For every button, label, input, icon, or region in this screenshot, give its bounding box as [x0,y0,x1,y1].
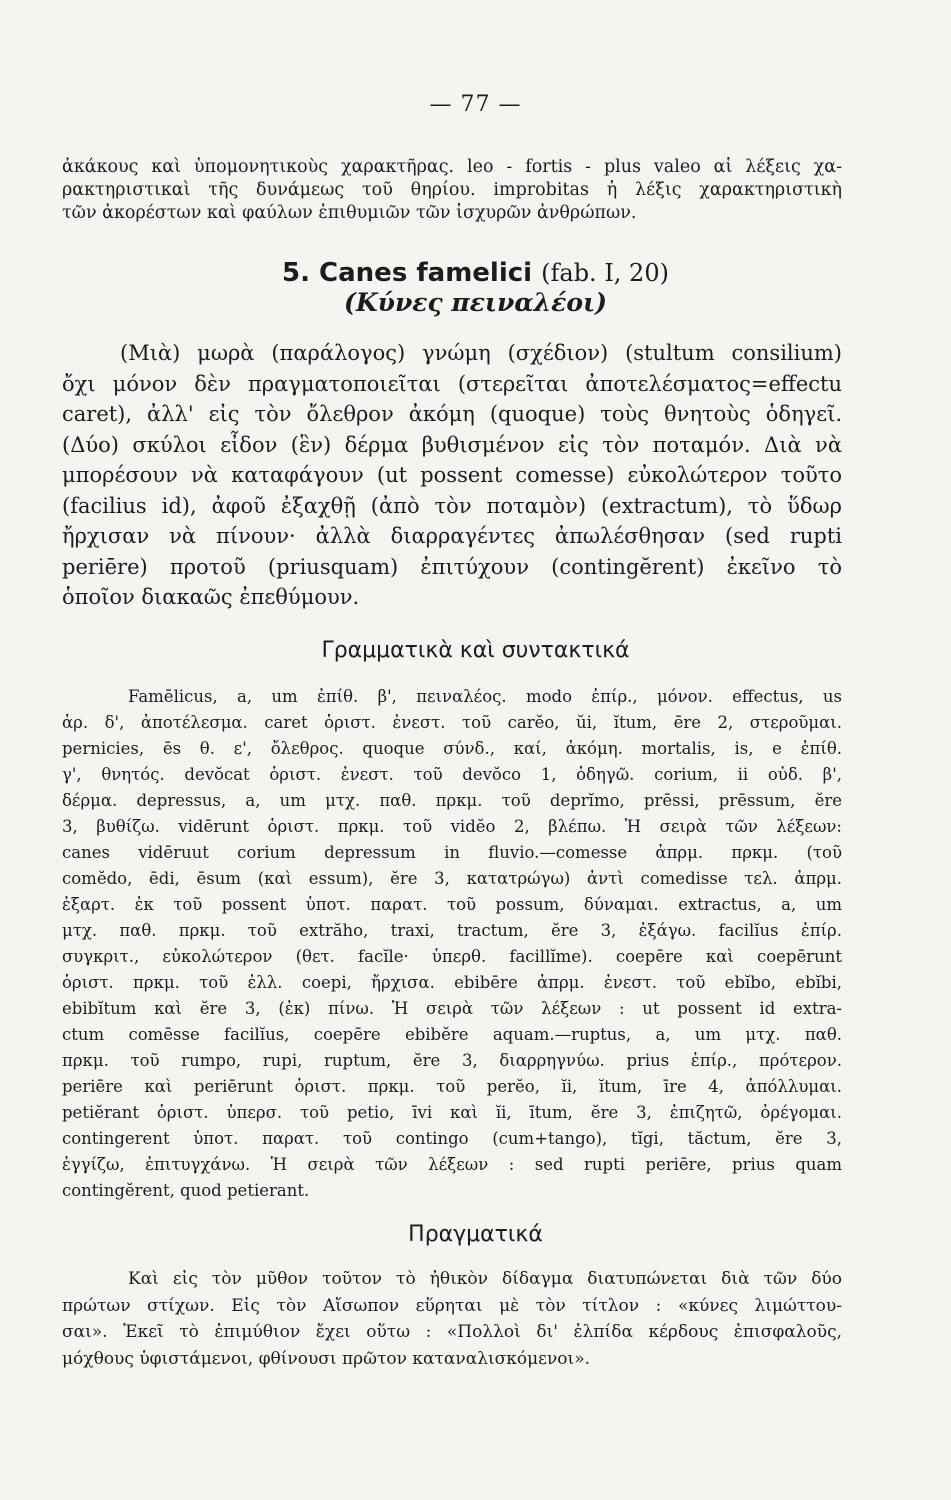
fable-line: periēre) προτοῦ (priusquam) ἐπιτύχουν (contingĕrent) ἐκεῖνο τὸ [62,554,842,579]
practical-line: πρώτων στίχων. Εἰς τὸν Αἴσωπον εὕρηται μὲ τὸν τίτλον : «κύνες λιμώττου- [62,1295,842,1316]
fable-title [0,258,951,288]
fable-line: ὄχι μόνον δὲν πραγματοποιεῖται (στερεῖται ἀποτελέσματος=effectu [62,371,842,396]
fable-line: (Μιὰ) μωρὰ (παράλογος) γνώμη (σχέδιον) (stultum consilium) [120,341,842,365]
grammar-line: Famēlicus, a, um ἐπίθ. β', πειναλέος. modo ἐπίρ., μόνον. effectus, us [128,687,842,706]
grammar-line: μτχ. παθ. πρκμ. τοῦ extrăho, traxi, tractum, ĕre 3, ἐξάγω. facilĭus ἐπίρ. [62,921,842,940]
fable-text [62,338,842,613]
grammar-line: ἀρ. δ', ἀποτέλεσμα. caret ὁριστ. ἐνεστ. τοῦ carĕo, ŭi, ĭtum, ēre 2, στεροῦμαι. [62,713,842,732]
grammar-line: petiĕrant ὁριστ. ὑπερσ. τοῦ petio, īvi καὶ ĭi, ītum, ĕre 3, ἐπιζητῶ, ὀρέγομαι. [62,1103,842,1122]
grammar-line: ebibĭtum καὶ ĕre 3, (ἐκ) πίνω. Ἡ σειρὰ τῶν λέξεων : ut possent id extra- [62,999,842,1018]
grammar-line: ἐγγίζω, ἐπιτυγχάνω. Ἡ σειρὰ τῶν λέξεων : sed rupti periēre, prius quam [62,1155,842,1174]
practical-line: σαι». Ἐκεῖ τὸ ἐπιμύθιον ἔχει οὕτω : «Πολλοὶ δι' ἐλπίδα κέρδους ἐπισφαλοῦς, [62,1322,842,1342]
fable-line: caret), ἀλλ' εἰς τὸν ὄλεθρον ἀκόμη (quoque) τοὺς θνητοὺς ὁδηγεῖ. [62,402,842,426]
practical-heading: Πραγματικά [408,1222,543,1247]
grammar-line: 3, βυθίζω. vidērunt ὁριστ. πρκμ. τοῦ vidĕo 2, βλέπω. Ἡ σειρὰ τῶν λέξεων: [62,817,842,836]
grammar-line: γ', θνητός. devŏcat ὁριστ. ἐνεστ. τοῦ devŏco 1, ὁδηγῶ. corium, ii οὐδ. β', [62,765,842,784]
grammar-line: συγκριτ., εὐκολώτερον (θετ. facĭle· ὑπερθ. facillĭme). coepēre καὶ coepērunt [62,947,842,966]
gloss-paragraph [62,156,842,225]
page-number: — 77 — [429,92,522,117]
grammar-line: ἐξαρτ. ἐκ τοῦ possent ὑποτ. παρατ. τοῦ possum, δύναμαι. extractus, a, um [62,895,842,914]
grammar-heading: Γραμματικὰ καὶ συντακτικά [321,638,630,663]
grammar-line: periēre καὶ periērunt ὁριστ. πρκμ. τοῦ perĕo, ĭi, ĭtum, īre 4, ἀπόλλυμαι. [62,1077,842,1096]
fable-reference: (fab. I, 20) [541,259,669,287]
grammar-line: comĕdo, ēdi, ēsum (καὶ essum), ĕre 3, κατατρώγω) ἀντὶ comedisse τελ. ἀπρμ. [62,869,842,888]
grammar-line: pernicies, ēs θ. ε', ὄλεθρος. quoque σύνδ., καί, ἀκόμη. mortalis, is, e ἐπίθ. [62,739,842,758]
practical-notes [62,1266,842,1372]
grammar-notes [62,684,842,1204]
practical-line: μόχθους ὑφιστάμενοι, φθίνουσι πρῶτον καταναλισκόμενοι». [62,1348,590,1369]
grammar-line: ctum comēsse facilĭus, coepēre ebibĕre aquam.—ruptus, a, um μτχ. παθ. [62,1025,842,1044]
grammar-line: canes vidēruut corium depressum in fluvio.—comesse ἀπρμ. πρκμ. (τοῦ [62,843,842,862]
gloss-line: ρακτηριστικαὶ τῆς δυνάμεως τοῦ θηρίου. improbitas ἡ λέξις χαρακτηριστικὴ [62,180,842,200]
grammar-line: δέρμα. depressus, a, um μτχ. παθ. πρκμ. τοῦ deprĭmo, prēssi, prēssum, ĕre [62,791,842,810]
fable-subtitle: (Κύνες πειναλέοι) [344,288,607,317]
grammar-line: contingerent ὑποτ. παρατ. τοῦ contingo (cum+tango), tĭgi, tăctum, ĕre 3, [62,1129,842,1148]
grammar-line: contingĕrent, quod petierant. [62,1181,310,1200]
fable-line: μπορέσουν νὰ καταφάγουν (ut possent comesse) εὐκολώτερον τοῦτο [62,463,842,487]
grammar-line: ὁριστ. πρκμ. τοῦ ἐλλ. coepi, ἤρχισα. ebibēre ἀπρμ. ἐνεστ. τοῦ ebĭbo, ebĭbi, [62,973,842,992]
fable-line: (facilius id), ἀφοῦ ἐξαχθῇ (ἀπὸ τὸν ποταμὸν) (extractum), τὸ ὕδωρ [62,493,842,518]
fable-line: ὁποῖον διακαῶς ἐπεθύμουν. [62,585,360,609]
practical-line: Καὶ εἰς τὸν μῦθον τοῦτον τὸ ἠθικὸν δίδαγμα διατυπώνεται διὰ τῶν δύο [128,1269,842,1289]
fable-title-text: 5. Canes famelici [282,258,533,288]
fable-line: ἤρχισαν νὰ πίνουν· ἀλλὰ διαρραγέντες ἀπωλέσθησαν (sed rupti [62,524,842,548]
gloss-line: ἀκάκους καὶ ὑπομονητικοὺς χαρακτῆρας. leo - fortis - plus valeo αἱ λέξεις χα- [62,157,842,177]
fable-line: (Δύο) σκύλοι εἶδον (ἓν) δέρμα βυθισμένον εἰς τὸν ποταμόν. Διὰ νὰ [62,432,842,457]
grammar-line: πρκμ. τοῦ rumpo, rupi, ruptum, ĕre 3, διαρρηγνύω. prius ἐπίρ., πρότερον. [62,1051,842,1070]
gloss-line: τῶν ἀκορέστων καὶ φαύλων ἐπιθυμιῶν τῶν ἰσχυρῶν ἀνθρώπων. [62,203,637,223]
